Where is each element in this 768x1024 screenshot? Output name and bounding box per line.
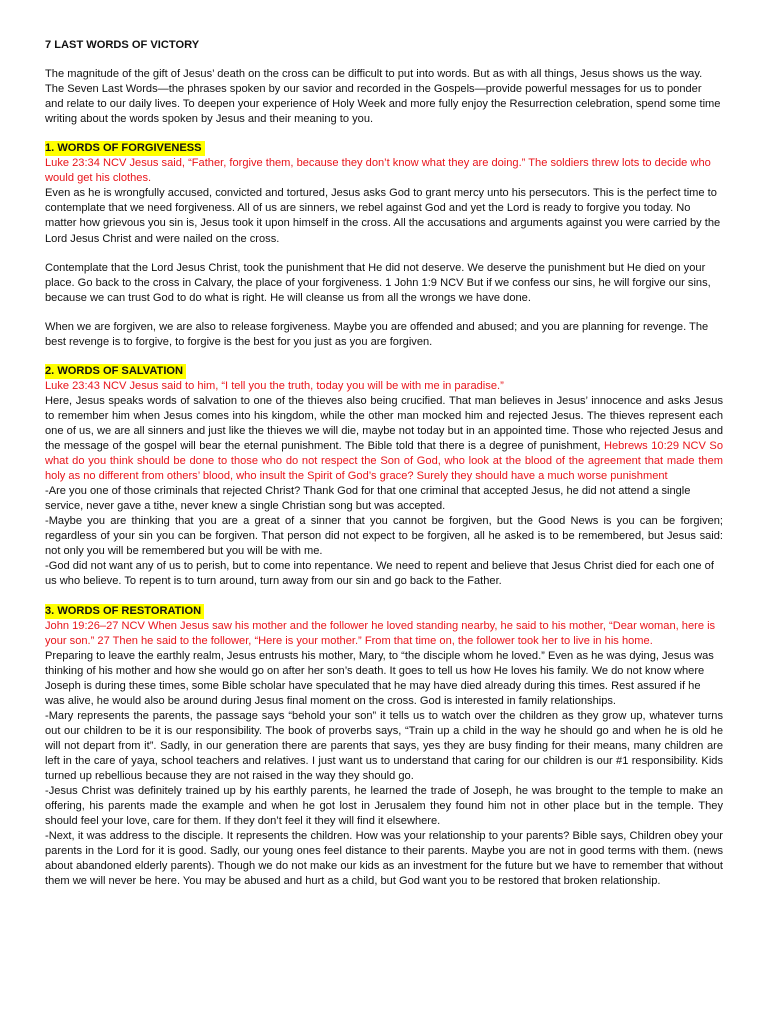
restoration-bullet-1: -Mary represents the parents, the passage says “behold your son” it tells us to watch over the children as they grow up, whatever turns out our children to be it is our responsibility. The book of proverbs says, “Train up a child in the way he should go and when he is old he will not depart from it”. Sadly, in our generation there are parents that says, yes they are busy finding for their means, many children are left in the care of yaya, school teachers and relatives. I just want us to understand that caring for our children is our #1 responsibility. Kids turned up rebellious because they are not raised in the way they should go. (45, 709, 723, 783)
restoration-bullet-2: -Jesus Christ was definitely trained up by his earthly parents, he learned the trade of Joseph, he was brought to the temple to make an offering, his parents made the example and when he got lost in Jerusalem they found him not in other place but in the temple. They should feel your love, care for them. If they don’t feel it they will find it elsewhere. (45, 785, 723, 828)
salvation-bullet-3: -God did not want any of us to perish, but to come into repentance. We need to repent and believe that Jesus Christ died for each one of us who believe. To repent is to turn around, turn away from our sin and go back to the Father. (45, 560, 714, 588)
verse-luke-23-43: Luke 23:43 NCV Jesus said to him, “I tell you the truth, today you will be with me in paradise.” (45, 379, 504, 392)
salvation-paragraph-text: Here, Jesus speaks words of salvation to one of the thieves also being crucified. That man believes in Jesus’ innocence and asks Jesus to remember him when Jesus comes into his kingdom, while the other man mocked him and rejected Jesus. The thieves represent each one of us, we are all sinners and just like the thieves we will die, maybe not today but in an appointed time. Those who rejected Jesus and the message of the gospel will bear the eternal punishment. The Bible told that there is a degree of punishment, (45, 394, 723, 453)
verse-john-19-26-27: John 19:26–27 NCV When Jesus saw his mother and the follower he loved standing nearby, he said to his mother, “Dear woman, here is your son.” 27 Then he said to the follower, “Here is your mother.” From that time on, the follower took her to live in his home. (45, 619, 716, 647)
restoration-bullet-3: -Next, it was address to the disciple. It represents the children. How was your relationship to your parents? Bible says, Children obey your parents in the Lord for it is good. Sadly, our young ones feel distance to their parents. Maybe you are not in good terms with them. (news about abandoned elderly parents). Though we do not make our kids as an investment for the future but we have to remember that without them we will never be here. You may be abused and hurt as a child, but God want you to be restored that broken relationship. (45, 830, 723, 888)
forgiveness-paragraph-2: Contemplate that the Lord Jesus Christ, took the punishment that He did not deserve. We deserve the punishment but He died on your place. Go back to the cross in Calvary, the place of your forgiveness. 1 John 1:9 NCV But if we confess our sins, he will forgive our sins, because we can trust God to do what is right. He will cleanse us from all the wrongs we have done. (45, 261, 711, 304)
salvation-paragraph-1 (45, 394, 723, 484)
restoration-paragraph-1: Preparing to leave the earthly realm, Jesus entrusts his mother, Mary, to “the disciple whom he loved.” Even as he was dying, Jesus was thinking of his mother and how she would go on after her son’s death. It goes to tell us how He loves his family. We do not know where Joseph is during these times, some Bible scholar have speculated that he may have died already during this times. Rest assured if he was alive, he would also be around during Jesus final moment on the cross. God is interested in family relationships. (45, 649, 714, 707)
verse-hebrews-10-29: Hebrews 10:29 NCV So what do you think should be done to those who do not respect the Son of God, who look at the blood of the agreement that made them holy as no different from others’ blood, who insult the Spirit of God’s grace? Surely they should have a much worse punishment (45, 440, 723, 483)
forgiveness-paragraph-3: When we are forgiven, we are also to release forgiveness. Maybe you are offended and abused; and you are planning for revenge. The best revenge is to forgive, to forgive is the best for you just as you are forgiven. (45, 320, 709, 348)
salvation-bullet-2: -Maybe you are thinking that you are a great of a sinner that you cannot be forgiven, but the Good News is you can be forgiven; regardless of your sin you can be forgiven. That person did not expect to be forgiven, all he asked is to be remembered, but Jesus said: not only you will be remembered but you will be with me. (45, 515, 723, 558)
intro-paragraph: The magnitude of the gift of Jesus’ death on the cross can be difficult to put into words. But as with all things, Jesus shows us the way. The Seven Last Words—the phrases spoken by our savior and recorded in the Gospels—provide powerful messages for us to ponder and relate to our daily lives. To deepen your experience of Holy Week and more fully enjoy the Resurrection celebration, spend some time writing about the words spoken by Jesus and their meaning to you. (45, 68, 721, 126)
document-title: 7 LAST WORDS OF VICTORY (45, 39, 200, 51)
salvation-bullet-1: -Are you one of those criminals that rejected Christ? Thank God for that one criminal that accepted Jesus, he did not attend a single service, never gave a tithe, never knew a single Christian song but was accepted. (45, 485, 691, 513)
verse-luke-23-34: Luke 23:34 NCV Jesus said, “Father, forgive them, because they don’t know what they are doing.” The soldiers threw lots to decide who would get his clothes. (45, 157, 711, 185)
section-heading-restoration: 3. WORDS OF RESTORATION (45, 604, 204, 619)
document-page (45, 38, 723, 889)
section-heading-forgiveness: 1. WORDS OF FORGIVENESS (45, 141, 205, 156)
forgiveness-paragraph-1: Even as he is wrongfully accused, convicted and tortured, Jesus asks God to grant mercy unto his persecutors. This is the perfect time to contemplate that we need forgiveness. All of us are sinners, we rebel against God and yet the Lord is ready to forgive you today. No matter how grievous you sin is, Jesus took it upon himself in the cross. All the accusations and arguments against you were carried by the Lord Jesus Christ and were nailed on the cross. (45, 187, 721, 245)
section-heading-salvation: 2. WORDS OF SALVATION (45, 364, 186, 379)
